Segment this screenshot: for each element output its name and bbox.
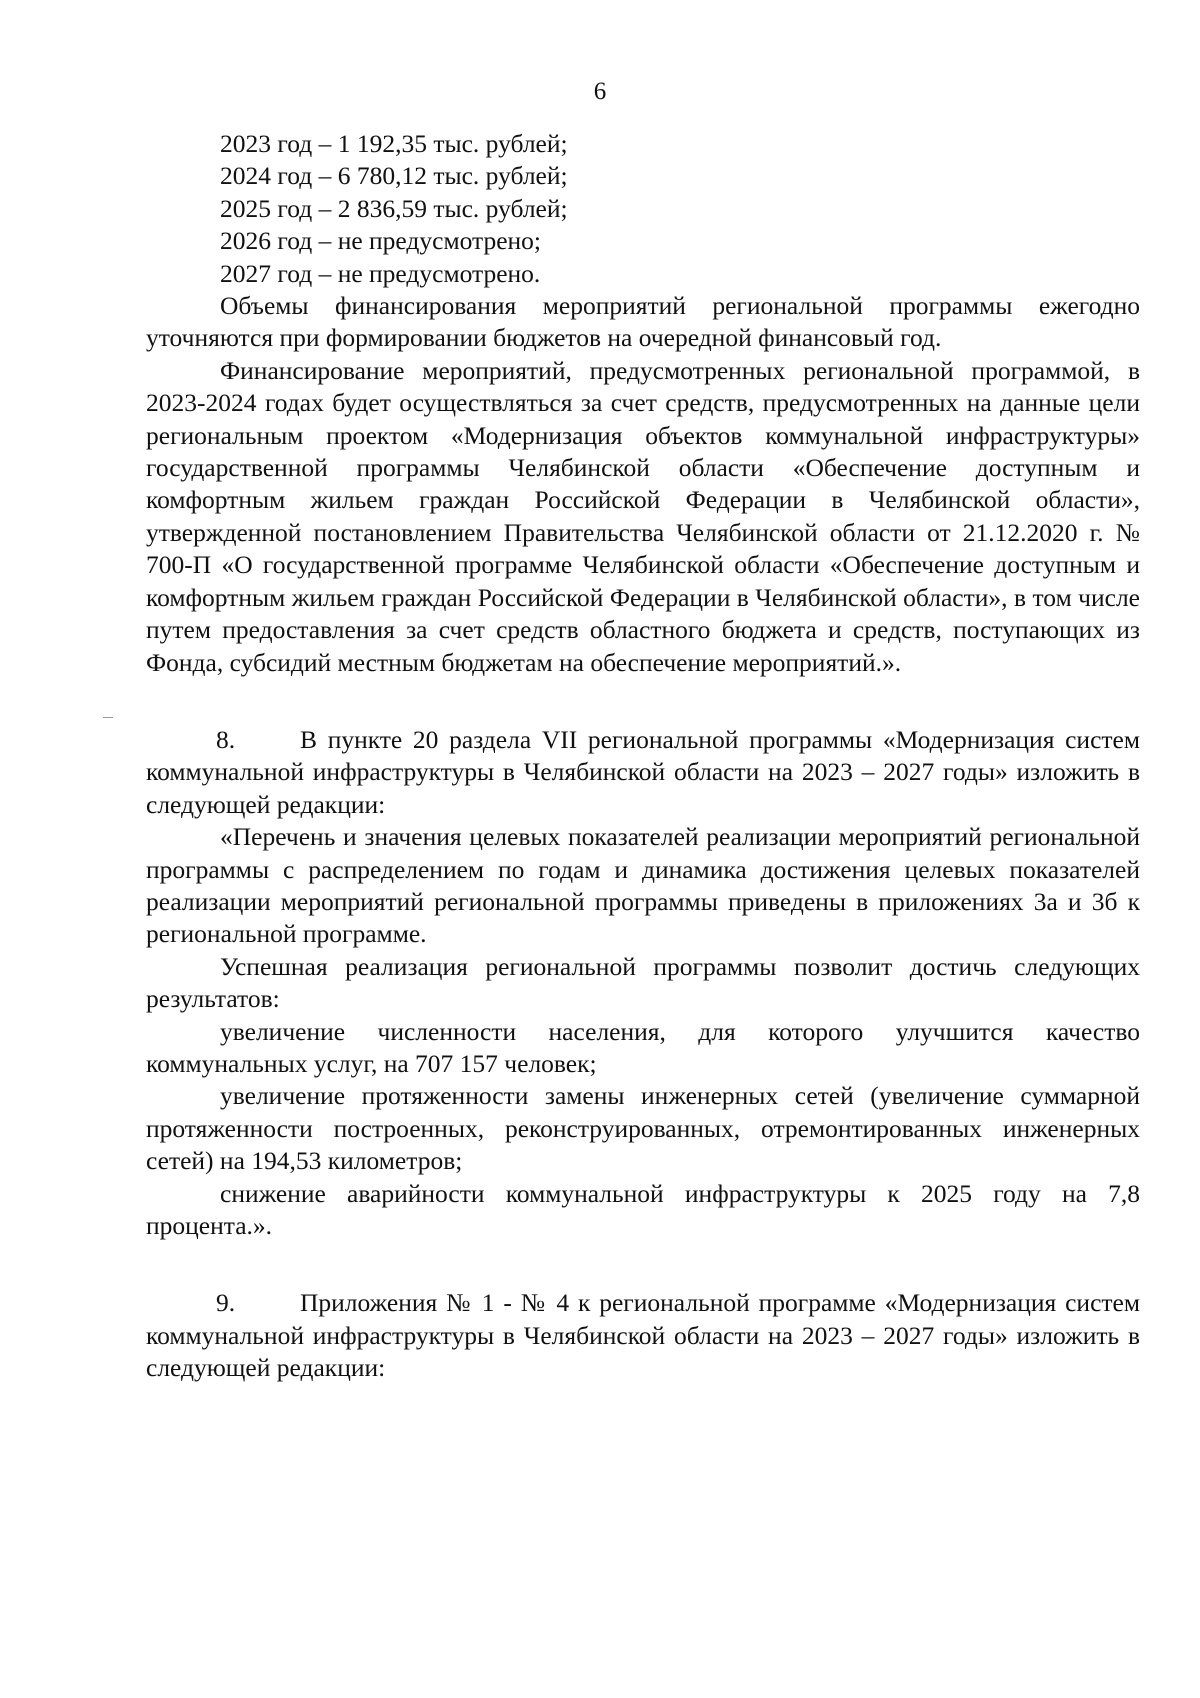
margin-mark bbox=[103, 717, 113, 718]
funding-years-list bbox=[146, 128, 1140, 290]
item-9-text: Приложения № 1 - № 4 к региональной программе «Модернизация систем коммунальной инфраструктуры в Челябинской области на 2023 – 2027 годы» изложить в следующей редакции: bbox=[146, 1288, 1140, 1383]
funding-year-2027: 2027 год – не предусмотрено. bbox=[220, 258, 541, 288]
document-body bbox=[146, 128, 1140, 1385]
item-8-number: 8. bbox=[216, 724, 236, 754]
funding-source-paragraph: Финансирование мероприятий, предусмотренных региональной программой, в 2023-2024 годах будет осуществляться за счет средств, предусмотренных на данные цели региональным проектом «Модернизация объектов коммунальной инфраструктуры» государственной программы Челябинской области «Обеспечение доступным и комфортным жильем граждан Российской Федерации в Челябинской области», утвержденной постановлением Правительства Челябинской области от 21.12.2020 г. № 700-П «О государственной программе Челябинской области «Обеспечение доступным и комфортным жильем граждан Российской Федерации в Челябинской области», в том числе путем предоставления за счет средств областного бюджета и средств, поступающих из Фонда, субсидий местным бюджетам на обеспечение мероприятий.». bbox=[146, 355, 1140, 677]
item-9 bbox=[146, 1287, 1140, 1384]
item-8-results-intro: Успешная реализация региональной программы позволит достичь следующих результатов: bbox=[146, 951, 1140, 1014]
item-8-text: В пункте 20 раздела VII региональной программы «Модернизация систем коммунальной инфраструктуры в Челябинской области на 2023 – 2027 годы» изложить в следующей редакции: bbox=[146, 724, 1140, 819]
item-8-targets-paragraph: «Перечень и значения целевых показателей реализации мероприятий региональной программы с распределением по годам и динамика достижения целевых показателей реализации мероприятий региональной программы приведены в приложениях 3а и 3б к региональной программе. bbox=[146, 822, 1140, 949]
page-number: 6 bbox=[593, 78, 607, 105]
funding-year-2024: 2024 год – 6 780,12 тыс. рублей; bbox=[220, 161, 568, 191]
item-8-result-population: увеличение численности населения, для которого улучшится качество коммунальных услуг, на 707 157 человек; bbox=[146, 1016, 1140, 1078]
item-8-result-networks: увеличение протяженности замены инженерных сетей (увеличение суммарной протяженности построенных, реконструированных, отремонтированных инженерных сетей) на 194,53 километров; bbox=[146, 1081, 1140, 1176]
item-9-number: 9. bbox=[216, 1288, 236, 1318]
funding-volume-paragraph: Объемы финансирования мероприятий региональной программы ежегодно уточняются при формировании бюджетов на очередной финансовый год. bbox=[146, 291, 1140, 353]
funding-year-2026: 2026 год – не предусмотрено; bbox=[220, 226, 542, 256]
funding-year-2023: 2023 год – 1 192,35 тыс. рублей; bbox=[220, 129, 568, 158]
item-8 bbox=[146, 724, 1140, 821]
item-8-result-accidents: снижение аварийности коммунальной инфраструктуры к 2025 году на 7,8 процента.». bbox=[146, 1178, 1140, 1240]
funding-year-2025: 2025 год – 2 836,59 тыс. рублей; bbox=[220, 193, 568, 223]
